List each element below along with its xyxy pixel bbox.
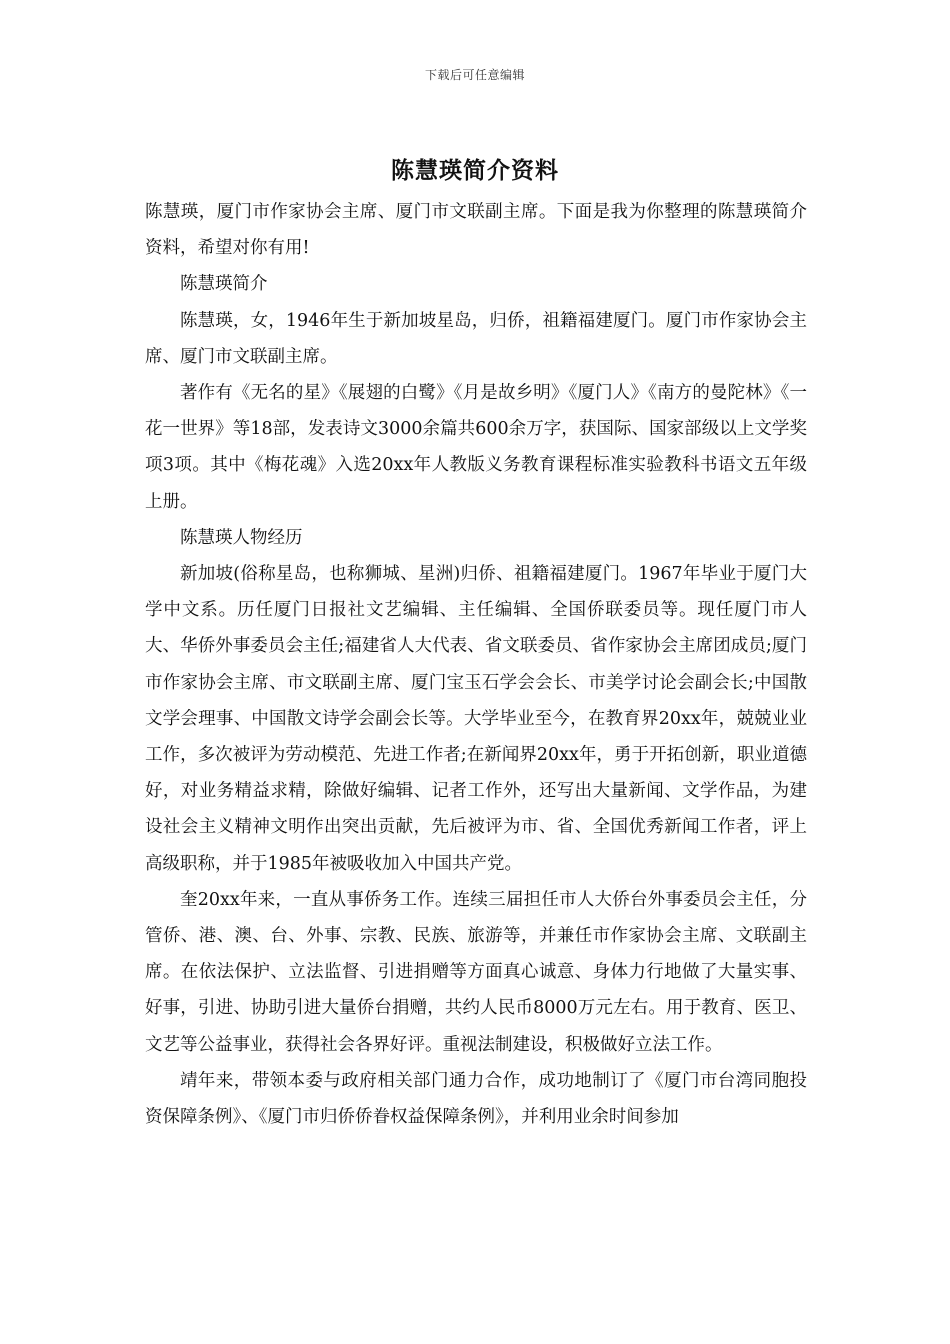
document-title: 陈慧瑛简介资料: [391, 157, 559, 184]
body-paragraph: 著作有《无名的星》《展翅的白鹭》《月是故乡明》《厦门人》《南方的曼陀林》《一花一世界》等18部，发表诗文3000余篇共600余万字，获国际、国家部级以上文学奖项3项。其中《梅花魂》入选20xx年人教版义务教育课程标准实验教科书语文五年级上册。: [145, 383, 807, 512]
section-heading-experience: 陈慧瑛人物经历: [180, 527, 303, 548]
section-heading-profile: 陈慧瑛简介: [180, 274, 268, 295]
document-body: [145, 194, 807, 1135]
intro-paragraph: 陈慧瑛，厦门市作家协会主席、厦门市文联副主席。下面是我为你整理的陈慧瑛简介资料，希望对你有用!: [145, 202, 807, 259]
body-paragraph: 陈慧瑛，女，1946年生于新加坡星岛，归侨，祖籍福建厦门。厦门市作家协会主席、厦门市文联副主席。: [145, 310, 807, 367]
header-note: 下载后可任意编辑: [424, 68, 525, 82]
body-paragraph: 靖年来，带领本委与政府相关部门通力合作，成功地制订了《厦门市台湾同胞投资保障条例》、《厦门市归侨侨眷权益保障条例》，并利用业余时间参加: [145, 1070, 807, 1128]
body-paragraph: 新加坡(俗称星岛，也称狮城、星洲)归侨、祖籍福建厦门。1967年毕业于厦门大学中文系。历任厦门日报社文艺编辑、主任编辑、全国侨联委员等。现任厦门市人大、华侨外事委员会主任;福建省人大代表、省文联委员、省作家协会主席团成员;厦门市作家协会主席、市文联副主席、厦门宝玉石学会会长、市美学讨论会副会长;中国散文学会理事、中国散文诗学会副会长等。大学毕业至今，在教育界20xx年，兢兢业业工作，多次被评为劳动模范、先进工作者;在新闻界20xx年，勇于开拓创新，职业道德好，对业务精益求精，除做好编辑、记者工作外，还写出大量新闻、文学作品，为建设社会主义精神文明作出突出贡献，先后被评为市、省、全国优秀新闻工作者，评上高级职称，并于1985年被吸收加入中国共产党。: [145, 564, 807, 874]
body-paragraph: 奎20xx年来，一直从事侨务工作。连续三届担任市人大侨台外事委员会主任，分管侨、港、澳、台、外事、宗教、民族、旅游等，并兼任市作家协会主席、文联副主席。在依法保护、立法监督、引进捐赠等方面真心诚意、身体力行地做了大量实事、好事，引进、协助引进大量侨台捐赠，共约人民币8000万元左右。用于教育、医卫、文艺等公益事业，获得社会各界好评。重视法制建设，积极做好立法工作。: [145, 889, 807, 1055]
